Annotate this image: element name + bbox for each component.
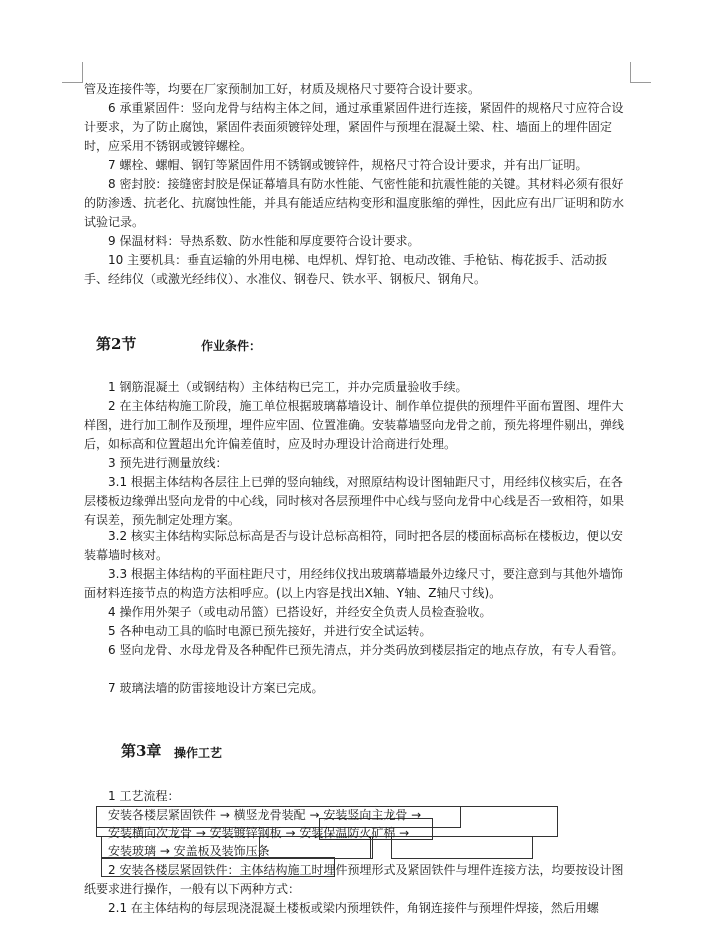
crop-mark-top-left xyxy=(62,62,83,83)
paragraph: 3.1 根据主体结构各层往上已弹的竖向轴线，对照原结构设计图轴距尺寸，用经纬仪核实后，在各层楼板边缘弹出竖向龙骨的中心线，同时核对各层预埋件中心线与竖向龙骨中心线是否一致相符，如果有误差，预先制定处理方案。 xyxy=(84,475,625,527)
paragraph: 管及连接件等，均要在厂家预制加工好，材质及规格尺寸要符合设计要求。 xyxy=(84,82,481,96)
section-heading: 第2节 xyxy=(96,335,137,353)
paragraph: 2.1 在主体结构的每层现浇混凝土楼板或梁内预埋铁件，角钢连接件与预埋件焊接，然后用螺 xyxy=(108,901,599,915)
paragraph: 6 承重紧固件：竖向龙骨与结构主体之间，通过承重紧固件进行连接，紧固件的规格尺寸应符合设计要求，为了防止腐蚀，紧固件表面须镀锌处理，紧固件与预埋在混凝土梁、柱、墙面上的埋件固定时，应采用不锈钢或镀锌螺栓。 xyxy=(84,101,624,153)
paragraph: 2 在主体结构施工阶段，施工单位根据玻璃幕墙设计、制作单位提供的预埋件平面布置图、埋件大样图，进行加工制作及预埋，埋件应牢固、位置准确。安装幕墙竖向龙骨之前，预先将埋件剔出，弹线后，如标高和位置超出允许偏差值时，应及时办理设计洽商进行处理。 xyxy=(84,399,625,451)
flow-line: 安装横向次龙骨 → 安装镀锌钢板 → 安装保温防火矿棉 → xyxy=(108,826,410,840)
paragraph: 10 主要机具：垂直运输的外用电梯、电焊机、焊钉抢、电动改锥、手枪钻、梅花扳手、活动扳手、经纬仪（或激光经纬仪）、水准仪、钢卷尺、铁水平、钢板尺、钢角尺。 xyxy=(84,253,608,286)
section-subheading: 作业条件： xyxy=(201,339,262,353)
paragraph: 9 保温材料：导热系数、防水性能和厚度要符合设计要求。 xyxy=(108,234,420,248)
paragraph: 2 安装各楼层紧固铁件：主体结构施工时埋件预埋形式及紧固铁件与埋件连接方法，均要按设计图纸要求进行操作，一般有以下两种方式： xyxy=(84,863,624,896)
crop-mark-top-right xyxy=(630,62,651,83)
paragraph: 7 玻璃法墙的防雷接地设计方案已完成。 xyxy=(108,681,324,695)
chapter-heading: 第3章 xyxy=(121,742,162,760)
paragraph: 5 各种电动工具的临时电源已预先接好，并进行安全试运转。 xyxy=(108,624,432,638)
paragraph: 4 操作用外架子（或电动吊篮）已搭设好，并经安全负责人员检查验收。 xyxy=(108,605,492,619)
flow-line: 安装各楼层紧固铁件 → 横竖龙骨装配 → 安装竖向主龙骨 → xyxy=(108,808,422,822)
chapter-subheading: 操作工艺 xyxy=(174,746,223,760)
paragraph: 1 钢筋混凝土（或钢结构）主体结构已完工，并办完质量验收手续。 xyxy=(108,380,468,394)
paragraph: 8 密封胶：接缝密封胶是保证幕墙具有防水性能、气密性能和抗震性能的关键。其材料必须有很好的防渗透、抗老化、抗腐蚀性能，并具有能适应结构变形和温度胀缩的弹性，因此应有出厂证明和防水试验记录。 xyxy=(84,177,625,229)
flow-title: 1 工艺流程： xyxy=(108,789,180,803)
paragraph: 3.2 核实主体结构实际总标高是否与设计总标高相符，同时把各层的楼面标高标在楼板边，便以安装幕墙时核对。 xyxy=(84,529,623,562)
paragraph: 7 螺栓、螺帽、钢钉等紧固件用不锈钢或镀锌件，规格尺寸符合设计要求，并有出厂证明。 xyxy=(108,158,588,172)
paragraph: 3.3 根据主体结构的平面柱距尺寸，用经纬仪找出玻璃幕墙最外边缘尺寸，要注意到与其他外墙饰面材料连接节点的构造方法相呼应。(以上内容是找出X轴、Y轴、Z轴尺寸线)。 xyxy=(84,567,623,600)
paragraph: 6 竖向龙骨、水母龙骨及各种配件已预先清点，并分类码放到楼层指定的地点存放，有专人看管。 xyxy=(108,643,624,657)
paragraph: 3 预先进行测量放线： xyxy=(108,456,228,470)
flow-line: 安装玻璃 → 安盖板及装饰压条 xyxy=(108,844,270,858)
flow-box xyxy=(391,836,533,859)
